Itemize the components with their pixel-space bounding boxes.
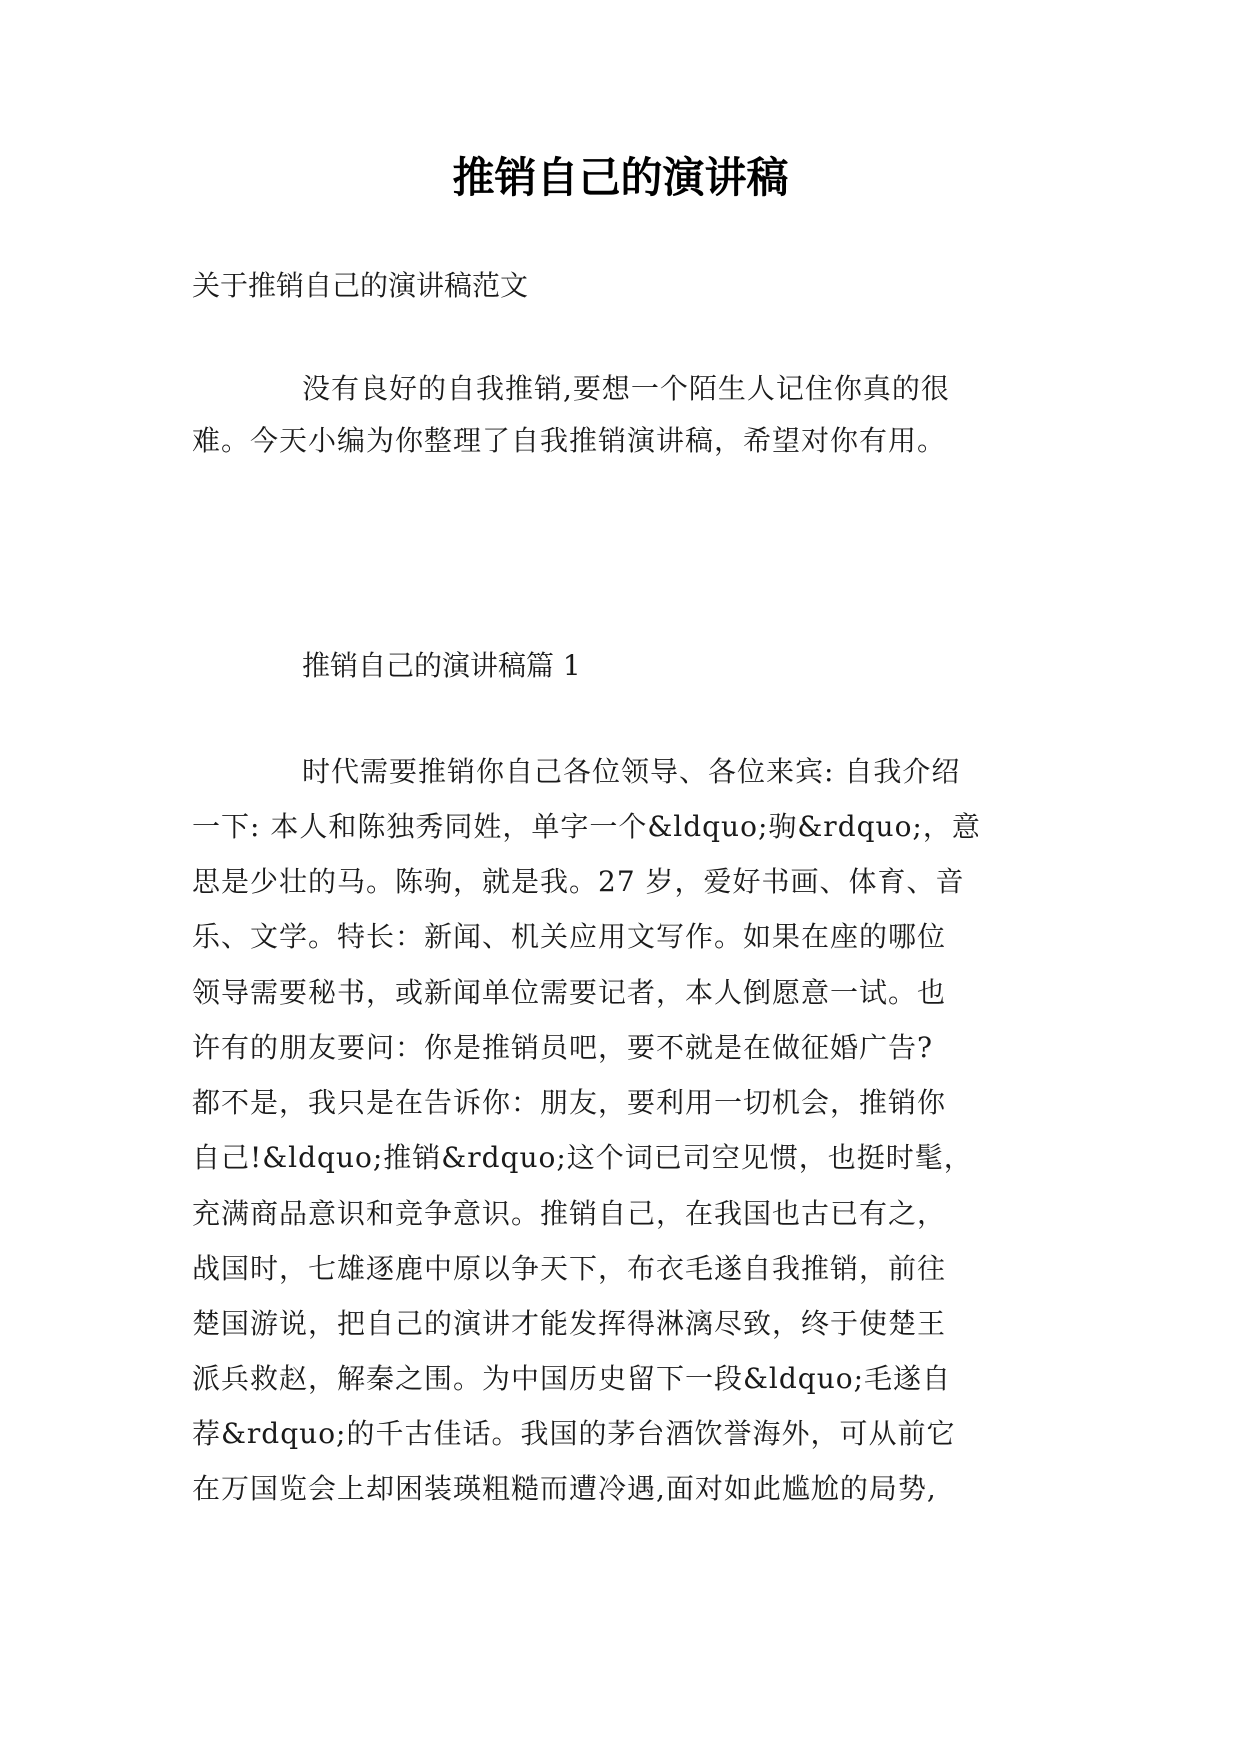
body-line: 许有的朋友要问：你是推销员吧，要不就是在做征婚广告? (192, 1031, 934, 1064)
body-line: 领导需要秘书，或新闻单位需要记者，本人倒愿意一试。也 (192, 976, 947, 1009)
document-title: 推销自己的演讲稿 (452, 153, 789, 202)
body-line: 自己!&ldquo;推销&rdquo;这个词已司空见惯，也挺时髦， (192, 1141, 973, 1174)
body-line: 荐&rdquo;的千古佳话。我国的茅台酒饮誉海外，可从前它 (192, 1417, 956, 1450)
intro-line: 没有良好的自我推销,要想一个陌生人记住你真的很 (302, 372, 950, 405)
section-heading: 推销自己的演讲稿篇 1 (302, 649, 581, 682)
body-line: 在万国览会上却困装瑛粗糙而遭冷遇,面对如此尴尬的局势, (192, 1472, 937, 1505)
body-line: 战国时，七雄逐鹿中原以争天下，布衣毛遂自我推销，前往 (192, 1252, 947, 1285)
body-line: 楚国游说，把自己的演讲才能发挥得淋漓尽致，终于使楚王 (192, 1307, 947, 1340)
body-line: 时代需要推销你自己各位领导、各位来宾: 自我介绍 (302, 755, 961, 788)
body-line: 乐、文学。特长：新闻、机关应用文写作。如果在座的哪位 (192, 920, 947, 953)
body-line: 派兵救赵，解秦之围。为中国历史留下一段&ldquo;毛遂自 (192, 1362, 952, 1395)
body-line: 一下: 本人和陈独秀同姓，单字一个&ldquo;驹&rdquo;，意 (192, 810, 981, 843)
body-line: 思是少壮的马。陈驹，就是我。27 岁，爱好书画、体育、音 (192, 865, 965, 898)
body-line: 充满商品意识和竞争意识。推销自己，在我国也古已有之， (192, 1197, 947, 1230)
intro-line: 难。今天小编为你整理了自我推销演讲稿，希望对你有用。 (192, 424, 947, 457)
body-line: 都不是，我只是在告诉你：朋友，要利用一切机会，推销你 (192, 1086, 947, 1119)
document-subtitle: 关于推销自己的演讲稿范文 (192, 269, 529, 302)
